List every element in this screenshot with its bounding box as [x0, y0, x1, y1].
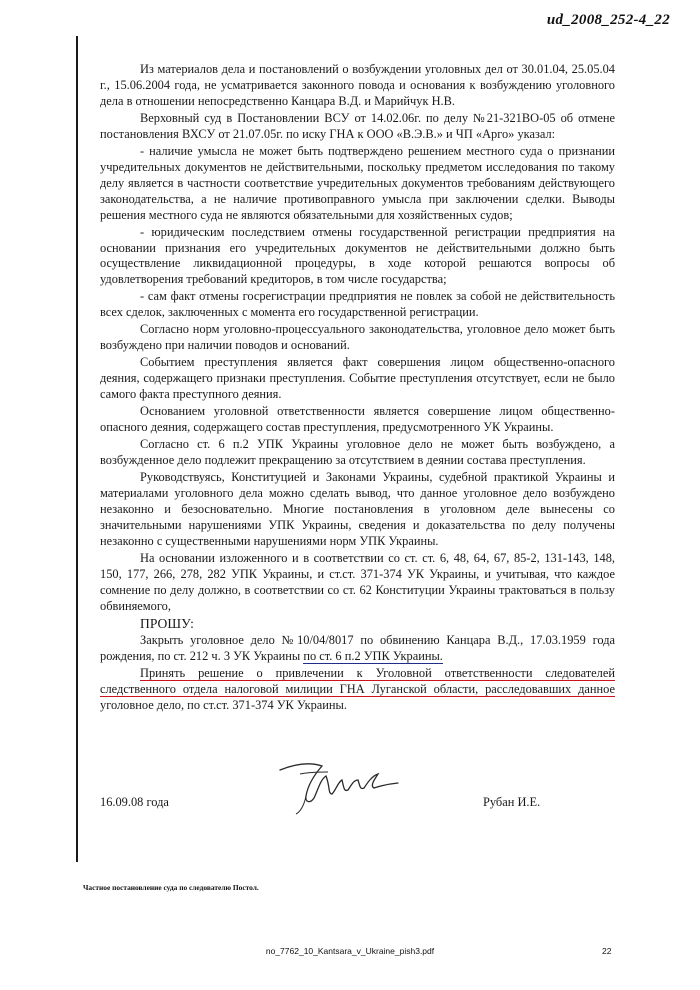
signature-icon — [270, 750, 410, 820]
paragraph: На основании изложенного и в соответствии со ст. ст. 6, 48, 64, 67, 85-2, 131-143, 148, 150, 177, 266, 278, 282 УПК Украины, и ст.ст. 371-374 УК Украины, и учитывая, что каждое сомнение по делу должно, в соответствии со ст. 62 Конституции Украины трактоваться в пользу обвиняемого, — [100, 551, 615, 613]
request-close-case-underlined: по ст. 6 п.2 УПК Украины. — [303, 648, 443, 663]
paragraph: Основанием уголовной ответственности является совершение лицом общественно-опасного деяния, содержащего состав преступления, предусмотренного УК Украины. — [100, 404, 615, 435]
paragraph: Событием преступления является факт совершения лицом общественно-опасного деяния, содержащего признаки преступления. Событие преступления отсутствует, если не было самого факта преступного деяния. — [100, 355, 615, 402]
request-prosecute-rest: уголовное дело, по ст.ст. 371-374 УК Украины. — [100, 697, 347, 712]
handwritten-signature — [270, 750, 410, 820]
paragraph: Согласно норм уголовно-процессуального законодательства, уголовное дело может быть возбуждено при наличии поводов и оснований. — [100, 322, 615, 353]
request-prosecute-underlined-2: следственного отдела налоговой милиции ГНА Луганской области, расследовавших данное — [100, 681, 615, 696]
paragraph: Верховный суд в Постановлении ВСУ от 14.02.06г. по делу №21-321ВО-05 об отмене постановления ВХСУ от 21.07.05г. по иску ГНА к ООО «В.Э.В.» и ЧП «Арго» указал: — [100, 110, 615, 141]
paragraph: Согласно ст. 6 п.2 УПК Украины уголовное дело не может быть возбуждено, а возбужденное дело подлежит прекращению за отсутствием в деянии состава преступления. — [100, 437, 615, 468]
footer-filename: no_7762_10_Kantsara_v_Ukraine_pish3.pdf — [265, 946, 435, 956]
list-item: - сам факт отмены госрегистрации предприятия не повлек за собой не действительность всех сделок, заключенных с момента его государственной регистрации. — [100, 289, 615, 320]
request-close-case-text: Закрыть уголовное дело №10/04/8017 по обвинению Канцара В.Д., 17.03.1959 года рождения, по ст. 212 ч. 3 УК Украины — [100, 632, 615, 663]
paragraph: Из материалов дела и постановлений о возбуждении уголовных дел от 30.01.04, 25.05.04 г., 15.06.2004 года, не усматривается законного повода и основания к возбуждению уголовного дела в отношении непосредственно Канцара В.Д. и Марийчук Н.В. — [100, 62, 615, 108]
page-number: 22 — [602, 946, 612, 956]
list-item: - юридическим последствием отмены государственной регистрации предприятия на основании признания его учредительных документов не действительными должно быть осуществление ликвидационной процедуры, в ходе которой решаются вопросы об удовлетворения требований кредиторов, в том числе государства; — [100, 224, 615, 287]
list-item: - наличие умысла не может быть подтверждено решением местного суда о признании учредительных документов не действительными, поскольку предметом исследования по такому делу является в частности соответствие учредительных документов требованиям действующего законодательства, а не наличие противоправного умысла при заключении сделки. Выводы решения местного суда не являются обязательными для хозяйственных судов; — [100, 143, 615, 222]
document-body — [100, 62, 615, 715]
paragraph: Руководствуясь, Конституцией и Законами Украины, судебной практикой Украины и материалами уголовного дела можно сделать вывод, что данное уголовное дело возбуждено незаконно и безосновательно. Многие постановления в уголовном деле вынесены со значительными нарушениями УПК Украины, сведения и доказательства по делу получены незаконно с существенными нарушениями норм УПК Украины. — [100, 470, 615, 548]
scan-margin-line — [76, 36, 78, 862]
signer-name: Рубан И.Е. — [483, 795, 541, 809]
request-prosecute-underlined-1: Принять решение о привлечении к Уголовной ответственности следователей — [140, 665, 615, 680]
footnote: Частное постановление суда по следователю Постол. — [83, 883, 259, 892]
request-heading: ПРОШУ: — [140, 615, 194, 631]
request-prosecute — [100, 666, 615, 714]
request-close-case — [100, 633, 615, 665]
signature-date: 16.09.08 года — [100, 795, 169, 809]
reference-code: ud_2008_252-4_22 — [546, 12, 670, 28]
